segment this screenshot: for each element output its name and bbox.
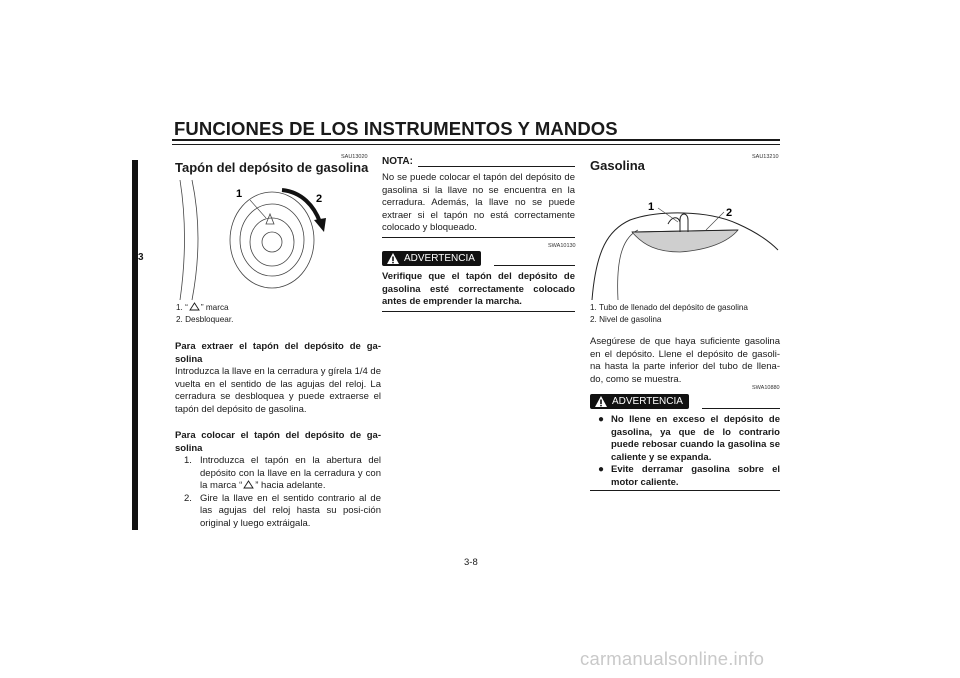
warning-badge [382,251,481,266]
caption-text: Desbloquear. [185,315,234,324]
figure-label-2: 2 [726,207,733,219]
step-pre: Introduzca el tapón en la abertura del depósito con la llave en la cerradura y con la marca “ [200,455,381,491]
section-code: SAU13210 [752,154,779,160]
caption-item [176,314,233,326]
fuel-tank-figure [588,180,780,302]
page-title: FUNCIONES DE LOS INSTRUMENTOS Y MANDOS [174,118,618,139]
step-text [200,455,381,493]
caption-post: ” marca [200,303,229,312]
install-steps [184,455,381,530]
section-code: SAU13020 [341,154,368,160]
leader-line [250,200,266,218]
bullet-icon: ● [598,414,605,425]
unlock-arrowhead [314,218,326,232]
filler-tube [680,214,688,232]
nota-label: NOTA: [382,156,413,167]
tank-shell-inner [618,230,638,300]
caption-list [176,302,233,326]
caption-number: 2. [176,315,183,324]
tank-outline-curve [180,180,185,300]
warning-bullets [598,414,780,489]
step-number: 1. [184,455,192,466]
warning-code: SWA10880 [752,385,780,391]
warning-label: ADVERTENCIA [404,253,475,264]
section-heading: Tapón del depósito de gasolina [175,160,369,175]
caption-text: Tubo de llenado del depósito de gasolina [598,303,748,312]
triangle-mark-icon [189,302,200,311]
warning-code: SWA10130 [548,243,576,249]
bullet-text: Evite derramar gasolina sobre el motor caliente. [611,464,780,488]
mark-triangle-on-cap [266,214,274,224]
caption-number: 1. [176,303,183,312]
list-item [184,455,381,493]
chapter-tab-inner [0,160,132,530]
warning-badge [590,394,689,409]
header-rule-thin [172,144,780,145]
figure-label-1: 1 [648,201,655,213]
filler-neck [668,218,680,224]
header-rule [172,139,780,141]
triangle-mark-icon [243,480,254,489]
remove-heading: Para extraer el tapón del depósito de ga-solina [175,341,381,365]
caption-number: 1. [590,303,597,312]
figure-label-1: 1 [236,188,243,200]
leader-line [706,212,724,230]
chapter-number: 3 [138,252,144,263]
watermark: carmanualsonline.info [580,648,765,669]
warning-text: Verifique que el tapón del depósito de gasolina esté correctamente colocado antes de emprender la marcha. [382,271,575,307]
unlock-arrow [282,190,323,222]
warning-rule [702,408,780,409]
remove-text: Introduzca la llave en la cerradura y gírela 1/4 de vuelta en el sentido de las agujas del reloj. La cerradura se desbloquea y puede extraerse el tapón del depósito de gasolina. [175,366,381,415]
key-lock [262,232,282,252]
warning-end-rule [382,311,575,312]
nota-rule [418,166,575,167]
step-post: ” hacia adelante. [255,480,326,491]
step-text: Gire la llave en el sentido contrario al de las agujas del reloj hasta su posi-ción original y luego extráigala. [200,492,381,529]
chapter-tab [0,160,138,530]
bullet-text: No llene en exceso el depósito de gasolina, ya que de lo contrario puede rebosar cuando la gasolina se caliente y se expanda. [611,414,780,463]
figure-label-2: 2 [316,193,323,205]
list-item [184,493,381,531]
warning-rule [494,265,575,266]
caption-item [590,314,748,326]
leader-line [658,208,678,222]
caption-number: 2. [590,315,597,324]
fuel-cap-figure [174,178,374,302]
list-item [598,414,780,464]
bullet-icon: ● [598,464,605,475]
caption-pre: “ [185,303,188,312]
nota-end-rule [382,237,575,238]
tank-outline-curve [192,180,198,300]
cap-ring [240,204,304,276]
warning-end-rule [590,490,780,491]
install-heading: Para colocar el tapón del depósito de ga-solina [175,430,381,454]
caption-item [176,302,233,314]
caption-item [590,302,748,314]
list-item [598,464,780,489]
step-number: 2. [184,492,192,504]
page-number: 3-8 [464,557,478,568]
nota-text: No se puede colocar el tapón del depósito de gasolina si la llave no se encuentra en la cerradura. Además, la llave no se puede extraer si el tapón no está correctamente colocado y bloqueado. [382,172,575,233]
warning-icon [386,252,400,265]
cap-inner [250,218,294,266]
cap-outer-ring [230,192,314,288]
warning-label: ADVERTENCIA [612,396,683,407]
warning-icon [594,395,608,408]
fuel-level-area [632,230,738,252]
caption-text: Nivel de gasolina [599,315,662,324]
section-heading: Gasolina [590,158,645,173]
caption-list [590,302,748,326]
tank-shell [592,213,778,300]
fuel-body-text: Asegúrese de que haya suficiente gasolina en el depósito. Llene el depósito de gasoli-na hasta la parte inferior del tubo de llena-do, como se muestra. [590,336,780,385]
